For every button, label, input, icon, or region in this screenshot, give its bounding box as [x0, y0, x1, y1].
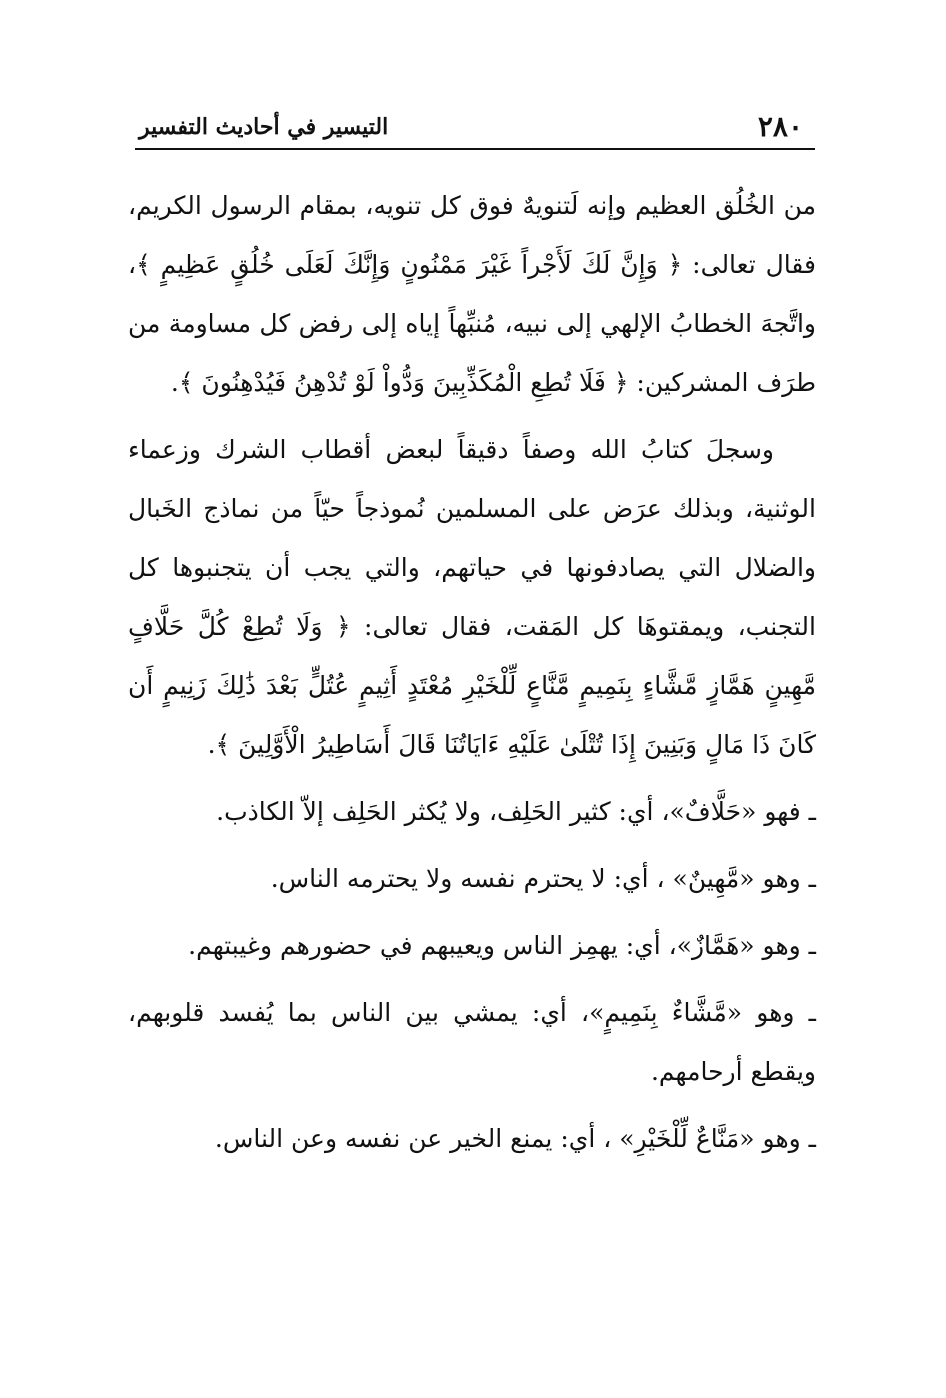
page-number: ٢٨٠	[757, 110, 803, 143]
paragraph-2: وسجلَ كتابُ الله وصفاً دقيقاً لبعض أقطاب الشرك وزعماء الوثنية، وبذلك عرَض على المسلمين نُموذجاً حيّاً من نماذج الخَبال والضلال التي يصادفونها في حياتهم، والتي يجب أن يتجنبوها كل التجنب، ويمقتوهَا كل المَقت، فقال تعالى: ﴿ وَلَا تُطِعْ كُلَّ حَلَّافٍ مَّهِينٍ هَمَّازٍ مَّشَّاءٍ بِنَمِيمٍ مَّنَّاعٍ لِّلْخَيْرِ مُعْتَدٍ أَثِيمٍ عُتُلٍّ بَعْدَ ذَٰلِكَ زَنِيمٍ أَن كَانَ ذَا مَالٍ وَبَنِينَ إِذَا تُتْلَىٰ عَلَيْهِ ءَايَاتُنَا قَالَ أَسَاطِيرُ الْأَوَّلِينَ ﴾.	[128, 435, 816, 759]
list-item-mashsha: ـ وهو «مَّشَّاءٌ بِنَمِيمٍ»، أي: يمشي بين الناس بما يُفسد قلوبهم، ويقطع أرحامهم.	[128, 998, 816, 1086]
page-body	[128, 176, 816, 1386]
list-item-hallaf: ـ فهو «حَلَّافٌ»، أي: كثير الحَلِف، ولا يُكثر الحَلِف إلاّ الكاذب.	[216, 797, 816, 826]
running-title: التيسير في أحاديث التفسير	[139, 114, 389, 140]
list-item-manna: ـ وهو «مَنَّاعٌ لِّلْخَيْرِ» ، أي: يمنع الخير عن نفسه وعن الناس.	[214, 1124, 816, 1153]
paragraph-1: من الخُلُق العظيم وإنه لَتنويهٌ فوق كل تنويه، بمقام الرسول الكريم، فقال تعالى: ﴿ وَإِنَّ لَكَ لَأَجْراً غَيْرَ مَمْنُونٍ وَإِنَّكَ لَعَلَى خُلُقٍ عَظِيمٍ ﴾، واتَّجهَ الخطابُ الإلهي إلى نبيه، مُنبِّهاً إياه إلى رفض كل مساومة من طرَف المشركين: ﴿ فَلَا تُطِعِ الْمُكَذِّبِينَ وَدُّواْ لَوْ تُدْهِنُ فَيُدْهِنُونَ ﴾.	[128, 191, 816, 397]
page-header	[135, 108, 815, 150]
list-item-mahin: ـ وهو «مَّهِينٌ» ، أي: لا يحترم نفسه ولا يحترمه الناس.	[270, 864, 816, 893]
list-item-hammaz: ـ وهو «هَمَّازٌ»، أي: يهمِز الناس ويعيبهم في حضورهم وغيبتهم.	[188, 931, 816, 960]
